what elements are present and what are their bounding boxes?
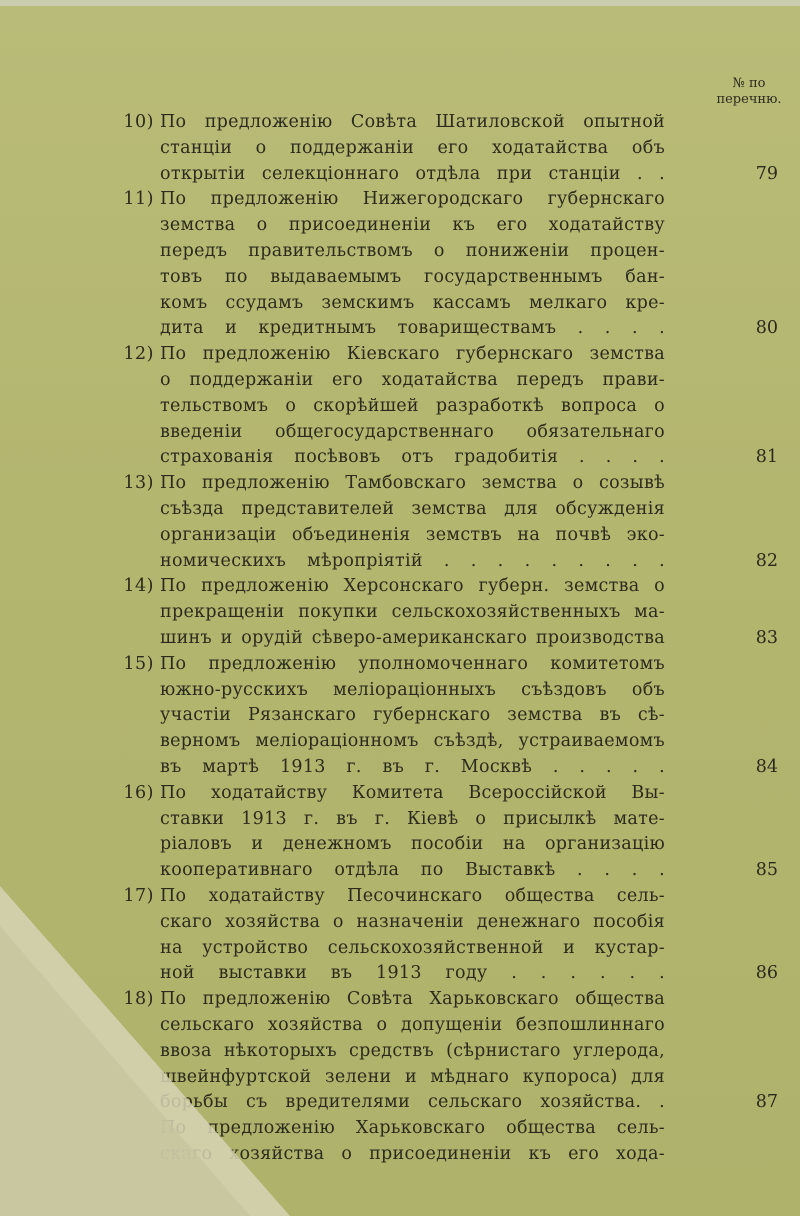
- entry-text-line: комъ ссудамъ земскимъ кассамъ мелкаго кре-: [160, 292, 665, 313]
- entry-text-line: ввоза нѣкоторыхъ средствъ (сѣрнистаго углерода,: [160, 1040, 665, 1061]
- entry-page-number: 86: [755, 963, 778, 984]
- entry-text-line: съѣзда представителей земства для обсужденія: [160, 499, 665, 519]
- entry-text-line: скаго хозяйства о назначеніи денежнаго пособія: [160, 911, 665, 932]
- entry-text-line: По предложенію Совѣта Харьковскаго общества: [160, 989, 665, 1010]
- entry-page-number: 85: [755, 860, 778, 881]
- entry-page-number: 87: [755, 1092, 778, 1113]
- entry-text-line: прекращеніи покупки сельскохозяйственныхъ ма-: [160, 602, 665, 623]
- entry-text-line: По предложенію уполномоченнаго комитетомъ: [160, 653, 665, 674]
- entry-text-line: страхованія посѣвовъ отъ градобитія . . . .: [160, 447, 665, 468]
- entry-text-line: По предложенію Тамбовскаго земства о созывѣ: [160, 473, 665, 494]
- entry-text-line: По предложенію Харьковскаго общества сель-: [160, 1118, 665, 1139]
- entry-number: 13): [123, 473, 154, 494]
- entry-text-line: борьбы съ вредителями сельскаго хозяйства. .: [160, 1092, 665, 1113]
- entry-text-line: сельскаго хозяйства о допущеніи безпошлиннаго: [160, 1015, 665, 1035]
- entry-page-number: 84: [755, 757, 778, 777]
- torn-corner-shadow: [0, 926, 250, 1216]
- entry-text-line: ставки 1913 г. въ г. Кіевѣ о присылкѣ мате-: [160, 808, 665, 829]
- entry-text-line: номическихъ мѣропріятій . . . . . . . . .: [160, 550, 665, 571]
- entry-text-line: о поддержаніи его ходатайства передъ прави-: [160, 370, 665, 390]
- entry-page-number: 79: [755, 163, 778, 184]
- entry-text-line: введеніи общегосударственнаго обязательнаго: [160, 421, 665, 442]
- entry-page-number: 80: [755, 318, 778, 339]
- entry-text-line: швейнфуртской зелени и мѣднаго купороса) для: [160, 1066, 665, 1087]
- entry-text-line: въ мартѣ 1913 г. въ г. Москвѣ . . . . .: [160, 757, 665, 777]
- entry-text-line: По предложенію Совѣта Шатиловской опытной: [160, 112, 665, 132]
- entry-text-line: верномъ меліораціонномъ съѣздѣ, устраиваемомъ: [160, 731, 665, 752]
- entry-text-line: на устройство сельскохозяйственной и кустар-: [160, 937, 665, 958]
- entry-text-line: станціи о поддержаніи его ходатайства объ: [160, 137, 665, 158]
- column-label-list: перечню.: [716, 92, 782, 107]
- entry-text-line: По предложенію Херсонскаго губерн. земства о: [160, 576, 665, 597]
- entry-page-number: 82: [755, 550, 778, 571]
- entry-text-line: скаго хозяйства о присоединеніи къ его хода-: [160, 1144, 665, 1164]
- entry-number: 15): [123, 653, 154, 674]
- page-top-edge: [0, 0, 800, 6]
- entry-text-line: дита и кредитнымъ товариществамъ . . . .: [160, 318, 665, 339]
- entry-text-line: организаціи объединенія земствъ на почвѣ эко-: [160, 524, 665, 545]
- entry-number: 16): [123, 782, 154, 803]
- entry-page-number: 83: [755, 628, 778, 648]
- entry-text-line: По предложенію Кіевскаго губернскаго земства: [160, 344, 665, 365]
- entry-number: 14): [123, 576, 154, 597]
- entry-text-line: земства о присоединеніи къ его ходатайству: [160, 215, 665, 236]
- entry-text-line: передъ правительствомъ о пониженіи процен-: [160, 241, 665, 261]
- entry-number: 12): [123, 344, 154, 365]
- entry-text-line: тельствомъ о скорѣйшей разработкѣ вопроса о: [160, 395, 665, 416]
- entry-number: 18): [123, 989, 154, 1010]
- entry-number: 11): [123, 189, 154, 210]
- entry-text-line: участіи Рязанскаго губернскаго земства въ сѣ-: [160, 705, 665, 726]
- entry-text-line: ріаловъ и денежномъ пособіи на организацію: [160, 834, 665, 855]
- entry-number: 17): [123, 886, 154, 906]
- column-label-number: № по: [732, 76, 766, 91]
- entry-text-line: ной выставки въ 1913 году . . . . . .: [160, 963, 665, 984]
- entry-text-line: открытіи селекціоннаго отдѣла при станціи . .: [160, 163, 665, 184]
- entry-text-line: кооперативнаго отдѣла по Выставкѣ . . . .: [160, 860, 665, 881]
- entry-text-line: По ходатайству Песочинскаго общества сель-: [160, 886, 665, 906]
- entry-page-number: 81: [755, 447, 778, 468]
- entry-text-line: По предложенію Нижегородскаго губернскаго: [160, 189, 665, 210]
- entry-text-line: шинъ и орудій сѣверо-американскаго производства: [160, 628, 665, 648]
- entry-number: 10): [123, 112, 154, 132]
- page-number-column-header: [704, 76, 794, 108]
- entry-text-line: По ходатайству Комитета Всероссійской Вы-: [160, 782, 665, 803]
- entry-text-line: южно-русскихъ меліораціонныхъ съѣздовъ объ: [160, 679, 665, 700]
- entry-text-line: товъ по выдаваемымъ государственнымъ бан-: [160, 266, 665, 287]
